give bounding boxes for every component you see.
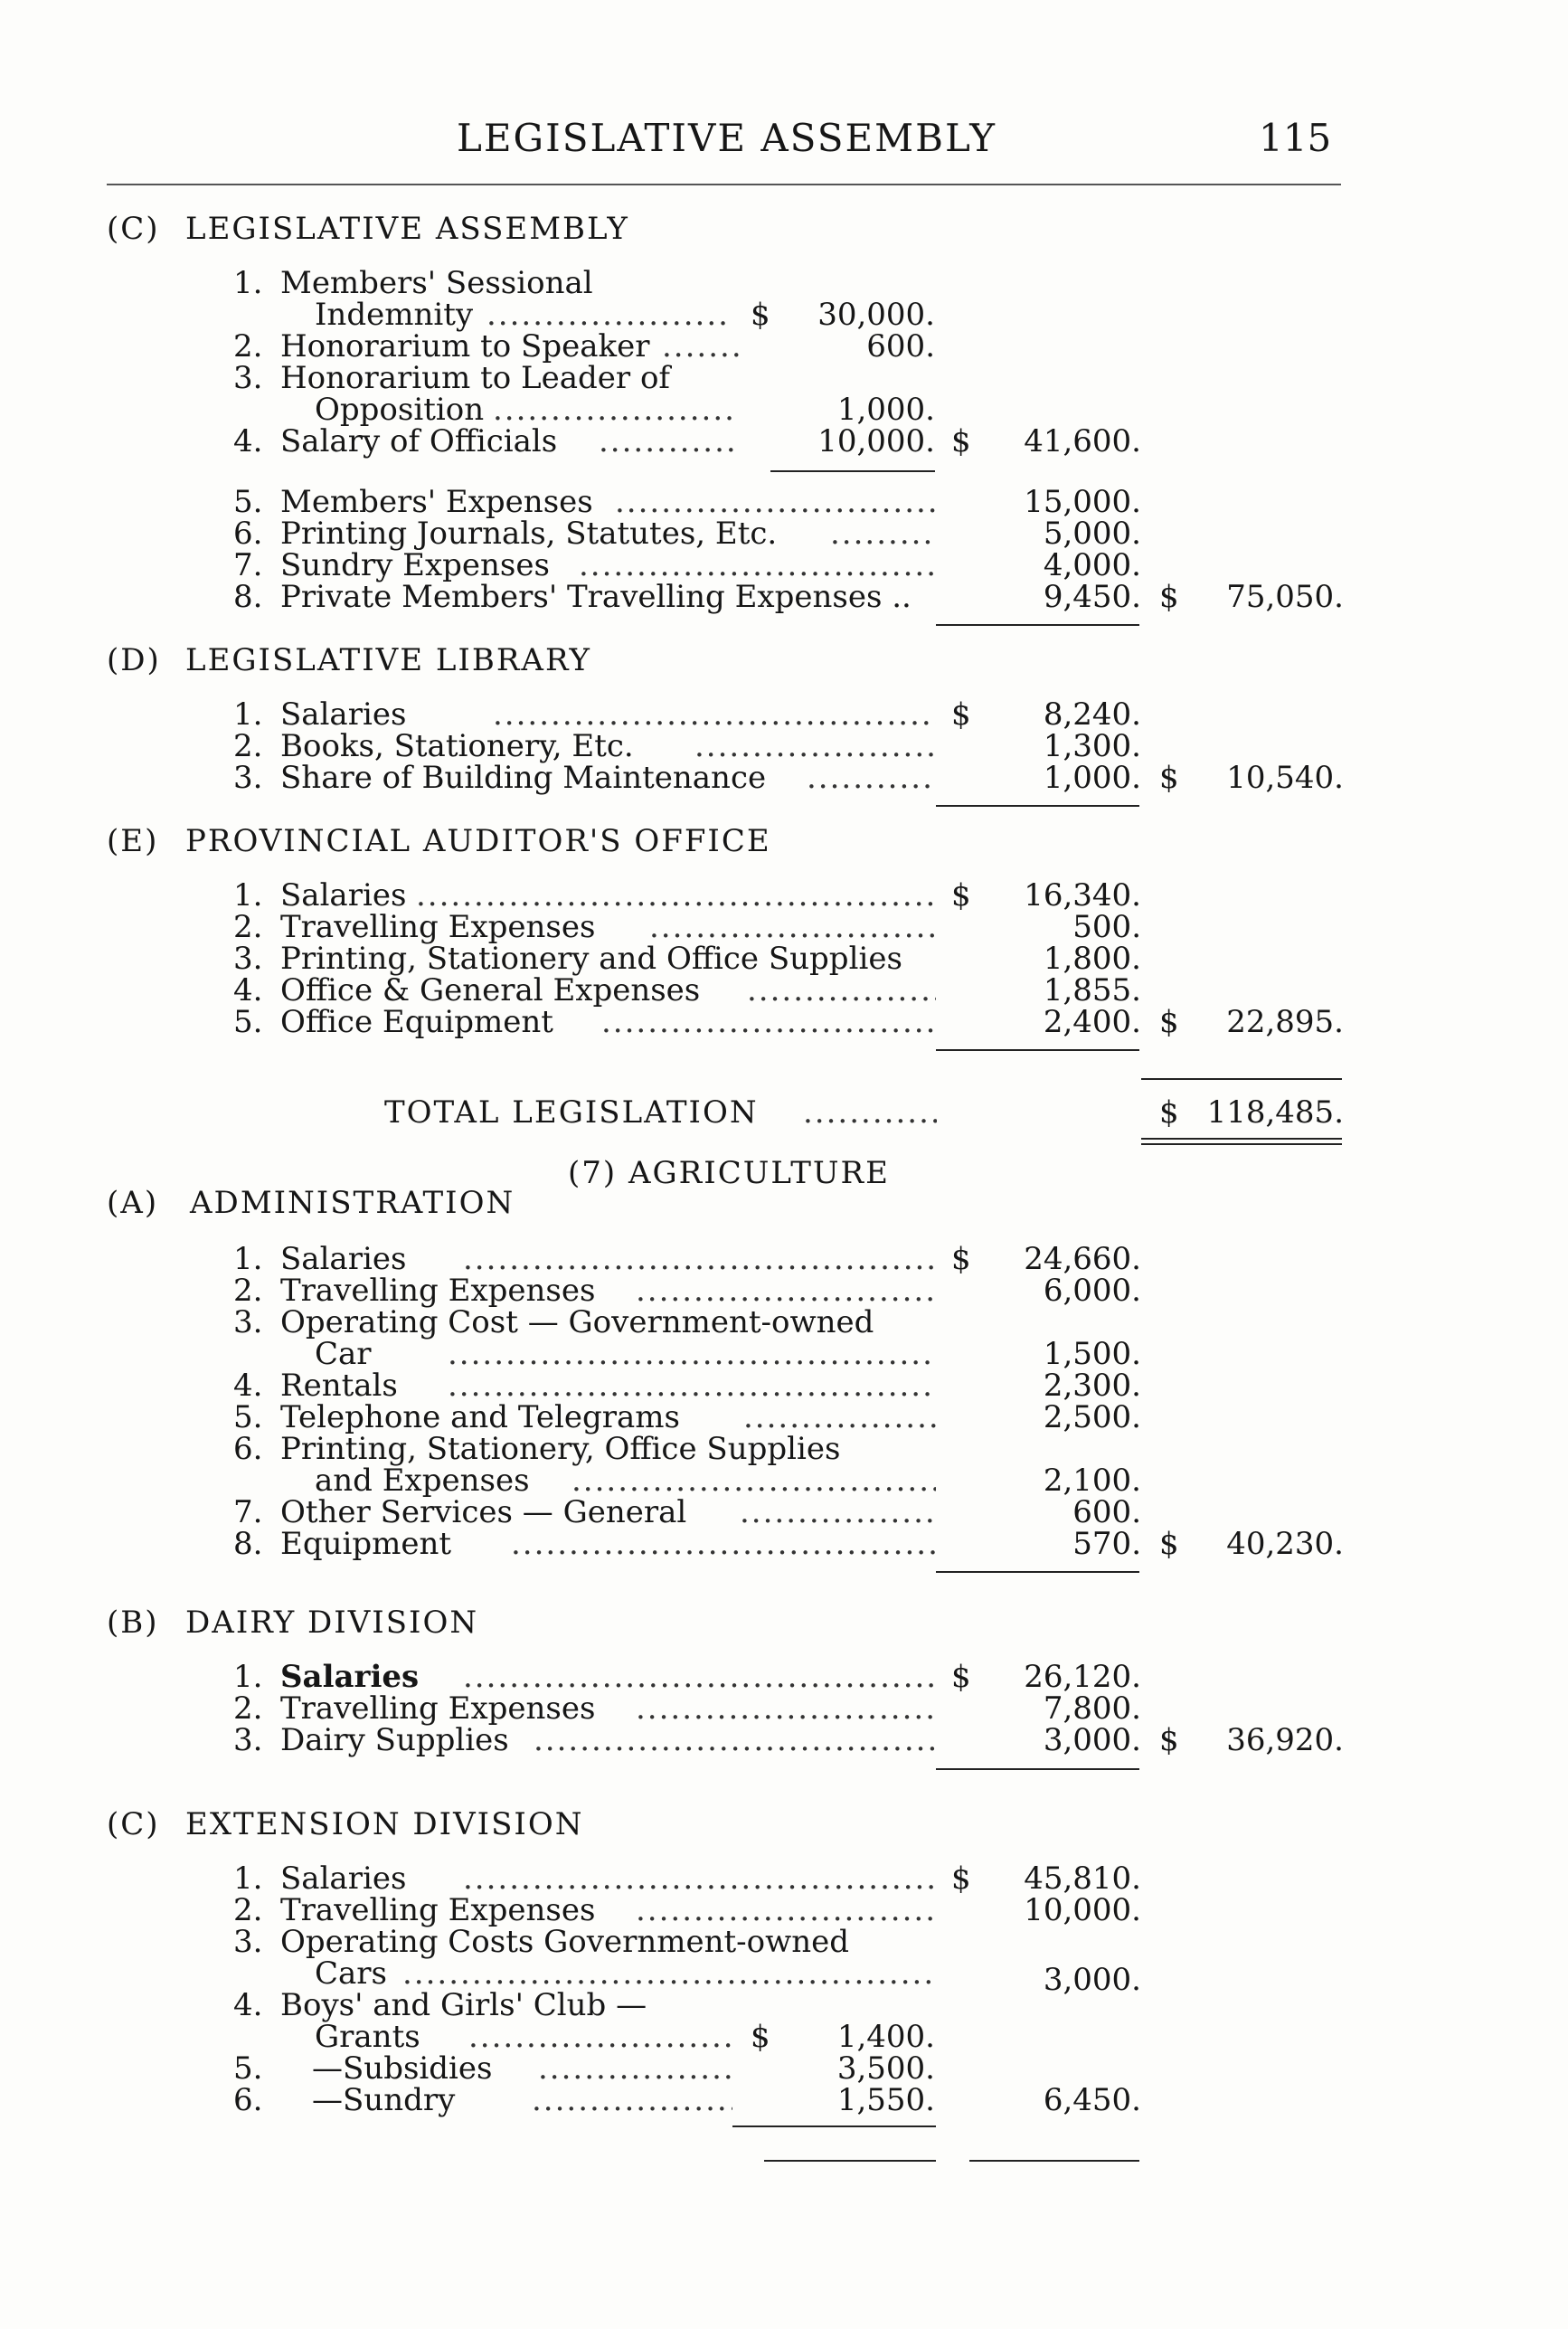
dot-leader xyxy=(493,699,936,730)
section-label: (E) xyxy=(107,823,159,859)
double-rule-top xyxy=(1141,1138,1342,1140)
amount: 30,000. xyxy=(817,297,935,333)
item-number: 1. xyxy=(233,1241,263,1277)
section-label: (D) xyxy=(107,642,161,678)
item-number: 3. xyxy=(233,1304,263,1340)
dot-leader xyxy=(599,426,734,457)
section-label: (A) xyxy=(107,1185,159,1221)
dot-leader xyxy=(662,331,741,362)
item-label: Boys' and Girls' Club — xyxy=(280,1987,647,2023)
amount: 1,000. xyxy=(836,392,935,428)
amount: 6,450. xyxy=(1043,2082,1141,2118)
item-label: Cars xyxy=(315,1955,387,1992)
total-rule xyxy=(936,1049,1139,1051)
item-number: 2. xyxy=(233,1690,263,1727)
item-label: Sundry Expenses xyxy=(280,547,550,583)
dot-leader xyxy=(486,299,732,330)
total-legislation-label: TOTAL LEGISLATION xyxy=(384,1094,759,1131)
item-number: 5. xyxy=(233,1399,263,1435)
item-label: Books, Stationery, Etc. xyxy=(280,728,634,764)
amount: 5,000. xyxy=(1043,516,1141,552)
section-label: (B) xyxy=(107,1605,159,1641)
item-label: Travelling Expenses xyxy=(280,1892,596,1928)
amount: 600. xyxy=(866,328,935,364)
section-title: PROVINCIAL AUDITOR'S OFFICE xyxy=(185,823,771,859)
item-number: 2. xyxy=(233,328,263,364)
dot-leader xyxy=(747,975,936,1006)
dollar-sign: $ xyxy=(951,1241,971,1277)
item-number: 3. xyxy=(233,1722,263,1758)
item-number: 3. xyxy=(233,1924,263,1960)
item-label: —Sundry xyxy=(312,2082,456,2118)
dollar-sign: $ xyxy=(951,1659,971,1695)
section-total: 22,895. xyxy=(1226,1004,1344,1040)
item-label: Telephone and Telegrams xyxy=(280,1399,680,1435)
section-title: LEGISLATIVE ASSEMBLY xyxy=(185,211,629,247)
section-total: 36,920. xyxy=(1226,1722,1344,1758)
total-rule xyxy=(936,1768,1139,1770)
amount: 45,810. xyxy=(1024,1860,1141,1897)
item-number: 5. xyxy=(233,2050,263,2087)
section-title: ADMINISTRATION xyxy=(190,1185,515,1221)
amount: 9,450. xyxy=(1043,579,1141,615)
dot-leader xyxy=(830,518,936,549)
item-label: Operating Cost — Government-owned xyxy=(280,1304,874,1340)
dollar-sign: $ xyxy=(951,877,971,914)
item-label: Salaries xyxy=(280,696,407,733)
item-number: 4. xyxy=(233,423,263,459)
amount: 2,500. xyxy=(1043,1399,1141,1435)
dot-leader xyxy=(615,487,936,517)
item-label: Salary of Officials xyxy=(280,423,558,459)
dot-leader xyxy=(448,1370,936,1401)
item-label: Members' Expenses xyxy=(280,484,593,520)
amount: 10,000. xyxy=(1024,1892,1141,1928)
section-label: (C) xyxy=(107,211,160,247)
dot-leader xyxy=(601,1007,936,1037)
item-number: 2. xyxy=(233,909,263,945)
section-title: DAIRY DIVISION xyxy=(185,1605,479,1641)
item-label: Share of Building Maintenance xyxy=(280,760,767,796)
amount: 2,400. xyxy=(1043,1004,1141,1040)
item-label: Rentals xyxy=(280,1368,398,1404)
item-number: 3. xyxy=(233,360,263,396)
item-label: Operating Costs Government-owned xyxy=(280,1924,850,1960)
dot-leader xyxy=(807,762,936,793)
amount: 600. xyxy=(1072,1494,1141,1530)
subtotal-rule xyxy=(770,470,935,472)
item-label: Private Members' Travelling Expenses .. xyxy=(280,579,912,615)
dollar-sign: $ xyxy=(1159,579,1179,615)
amount: 24,660. xyxy=(1024,1241,1141,1277)
dot-leader xyxy=(694,731,936,762)
dot-leader xyxy=(803,1097,937,1128)
item-number: 1. xyxy=(233,1659,263,1695)
page-header-title: LEGISLATIVE ASSEMBLY xyxy=(457,116,997,160)
header-rule xyxy=(107,184,1341,185)
total-rule xyxy=(936,1571,1139,1573)
item-number: 1. xyxy=(233,696,263,733)
double-rule-bottom xyxy=(1141,1143,1342,1145)
amount: 3,000. xyxy=(1043,1962,1141,1998)
amount: 1,300. xyxy=(1043,728,1141,764)
item-number: 6. xyxy=(233,516,263,552)
item-number: 7. xyxy=(233,1494,263,1530)
item-label: Travelling Expenses xyxy=(280,1690,596,1727)
total-legislation-amount: 118,485. xyxy=(1206,1094,1344,1131)
section-total: 75,050. xyxy=(1226,579,1344,615)
amount: 2,300. xyxy=(1043,1368,1141,1404)
item-number: 2. xyxy=(233,1273,263,1309)
item-number: 8. xyxy=(233,579,263,615)
dot-leader xyxy=(636,1275,936,1306)
dollar-sign: $ xyxy=(1159,1526,1179,1562)
dollar-sign: $ xyxy=(751,2019,770,2055)
item-number: 1. xyxy=(233,1860,263,1897)
item-number: 4. xyxy=(233,972,263,1008)
total-rule xyxy=(936,624,1139,626)
item-label: Printing, Stationery, Office Supplies xyxy=(280,1431,841,1467)
item-label: Salaries xyxy=(280,877,407,914)
amount: 1,000. xyxy=(1043,760,1141,796)
dot-leader xyxy=(579,550,936,581)
dot-leader xyxy=(448,1339,936,1369)
item-number: 6. xyxy=(233,1431,263,1467)
section-title: EXTENSION DIVISION xyxy=(185,1806,584,1842)
item-label: Opposition xyxy=(315,392,485,428)
item-label: Office Equipment xyxy=(280,1004,553,1040)
item-label: Salaries xyxy=(280,1241,407,1277)
item-label: Printing Journals, Statutes, Etc. xyxy=(280,516,778,552)
item-label: Salaries xyxy=(280,1860,407,1897)
dot-leader xyxy=(534,1725,936,1756)
amount: 2,100. xyxy=(1043,1463,1141,1499)
dot-leader xyxy=(416,880,936,911)
section-total: 40,230. xyxy=(1226,1526,1344,1562)
dot-leader xyxy=(402,1958,936,1989)
dollar-sign: $ xyxy=(951,423,971,459)
item-label: Honorarium to Leader of xyxy=(280,360,670,396)
dollar-sign: $ xyxy=(1159,760,1179,796)
amount: 8,240. xyxy=(1043,696,1141,733)
item-label: Members' Sessional xyxy=(280,265,593,301)
amount: 7,800. xyxy=(1043,1690,1141,1727)
item-label: Honorarium to Speaker xyxy=(280,328,650,364)
page-number: 115 xyxy=(1259,116,1332,160)
section-total: 10,540. xyxy=(1226,760,1344,796)
dot-leader xyxy=(468,2021,732,2052)
subtotal-rule xyxy=(732,2125,936,2127)
item-label: Other Services — General xyxy=(280,1494,687,1530)
dollar-sign: $ xyxy=(951,1860,971,1897)
agriculture-heading: (7) AGRICULTURE xyxy=(568,1155,890,1191)
item-number: 7. xyxy=(233,547,263,583)
dot-leader xyxy=(463,1662,936,1692)
amount: 16,340. xyxy=(1024,877,1141,914)
item-number: 4. xyxy=(233,1368,263,1404)
amount: 15,000. xyxy=(1024,484,1141,520)
inner-amount: 1,550. xyxy=(836,2082,935,2118)
grand-total-top-rule xyxy=(1141,1078,1342,1080)
item-label: —Subsidies xyxy=(312,2050,493,2087)
section-title: LEGISLATIVE LIBRARY xyxy=(185,642,591,678)
item-label: Indemnity xyxy=(315,297,474,333)
amount: 26,120. xyxy=(1024,1659,1141,1695)
subtotal-rule xyxy=(764,2160,936,2162)
item-label: Dairy Supplies xyxy=(280,1722,509,1758)
amount: 500. xyxy=(1072,909,1141,945)
item-number: 3. xyxy=(233,760,263,796)
total-rule xyxy=(969,2160,1139,2162)
item-label: Salaries xyxy=(280,1659,420,1695)
item-label: and Expenses xyxy=(315,1463,530,1499)
inner-amount: 1,400. xyxy=(836,2019,935,2055)
dollar-sign: $ xyxy=(951,696,971,733)
dot-leader xyxy=(649,912,936,942)
dot-leader xyxy=(493,394,737,425)
amount: 3,000. xyxy=(1043,1722,1141,1758)
item-label: Grants xyxy=(315,2019,420,2055)
dollar-sign: $ xyxy=(1159,1004,1179,1040)
item-number: 3. xyxy=(233,941,263,977)
item-label: Equipment xyxy=(280,1526,452,1562)
dollar-sign: $ xyxy=(1159,1094,1179,1131)
amount: 570. xyxy=(1072,1526,1141,1562)
item-number: 2. xyxy=(233,1892,263,1928)
item-label: Office & General Expenses xyxy=(280,972,701,1008)
item-number: 4. xyxy=(233,1987,263,2023)
item-number: 5. xyxy=(233,484,263,520)
subtotal: 41,600. xyxy=(1024,423,1141,459)
dot-leader xyxy=(636,1693,936,1724)
dot-leader xyxy=(511,1529,936,1559)
dot-leader xyxy=(463,1863,936,1894)
amount: 10,000. xyxy=(817,423,935,459)
item-number: 1. xyxy=(233,265,263,301)
amount: 1,500. xyxy=(1043,1336,1141,1372)
amount: 1,855. xyxy=(1043,972,1141,1008)
section-label: (C) xyxy=(107,1806,160,1842)
dollar-sign: $ xyxy=(751,297,770,333)
inner-amount: 3,500. xyxy=(836,2050,935,2087)
item-label: Car xyxy=(315,1336,372,1372)
item-label: Travelling Expenses xyxy=(280,909,596,945)
item-number: 1. xyxy=(233,877,263,914)
total-rule xyxy=(936,805,1139,807)
amount: 6,000. xyxy=(1043,1273,1141,1309)
dot-leader xyxy=(743,1402,936,1433)
item-label: Printing, Stationery and Office Supplies xyxy=(280,941,902,977)
item-number: 5. xyxy=(233,1004,263,1040)
dollar-sign: $ xyxy=(1159,1722,1179,1758)
dot-leader xyxy=(571,1465,936,1496)
item-number: 6. xyxy=(233,2082,263,2118)
item-number: 8. xyxy=(233,1526,263,1562)
amount: 4,000. xyxy=(1043,547,1141,583)
dot-leader xyxy=(636,1895,936,1926)
dot-leader xyxy=(538,2053,732,2084)
dot-leader xyxy=(463,1244,936,1274)
item-label: Travelling Expenses xyxy=(280,1273,596,1309)
dot-leader xyxy=(740,1497,936,1528)
item-number: 2. xyxy=(233,728,263,764)
dot-leader xyxy=(532,2085,732,2116)
amount: 1,800. xyxy=(1043,941,1141,977)
